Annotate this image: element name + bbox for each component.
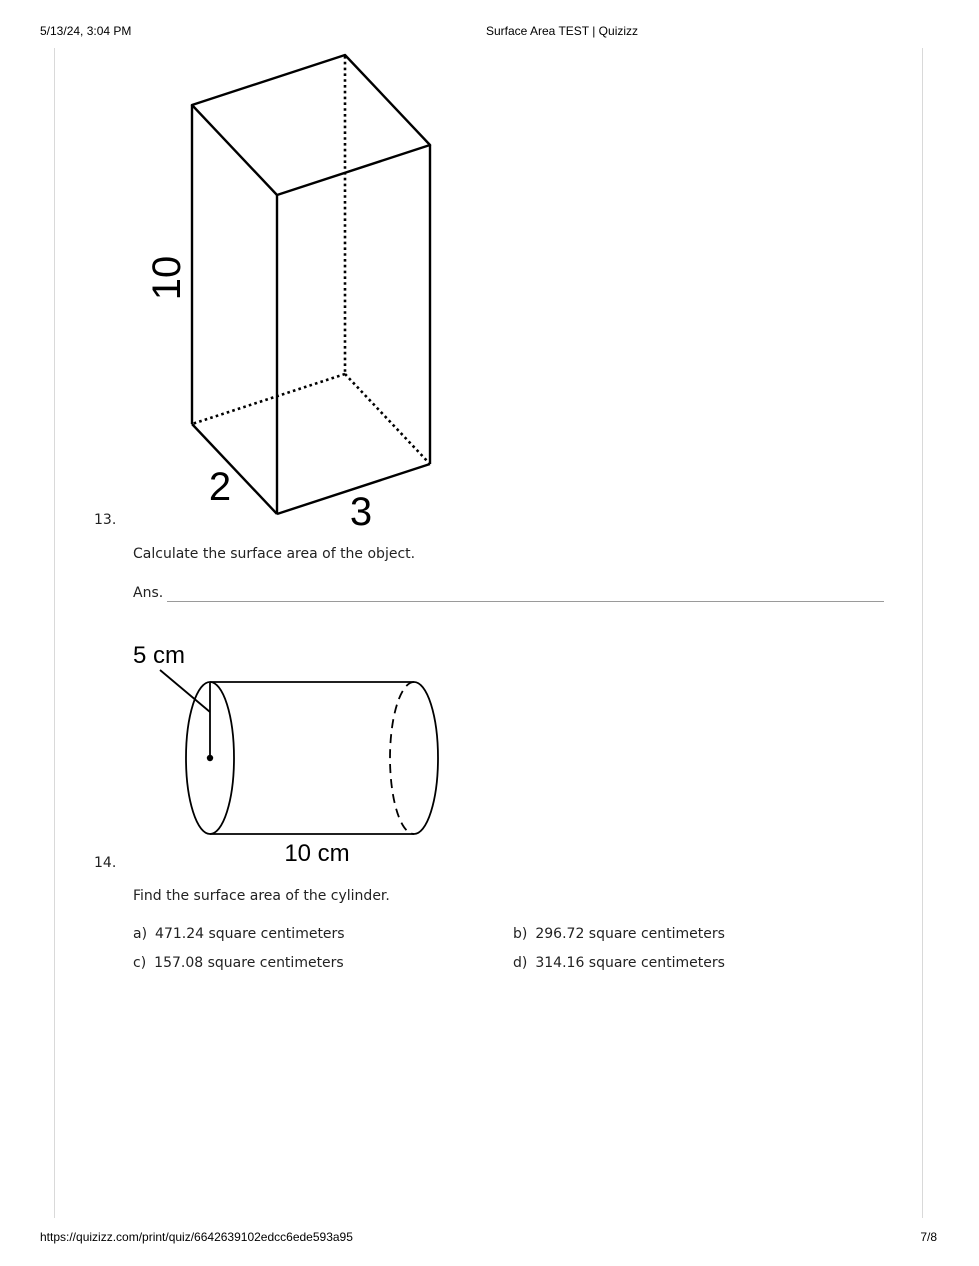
cylinder-figure [125,635,450,870]
option-c-text: 157.08 square centimeters [154,955,344,971]
answer-line [167,601,884,602]
cylinder-radius-label: 5 cm [133,642,186,669]
option-b[interactable] [513,926,725,942]
option-b-letter: b) [513,926,528,942]
rectangular-prism-figure [130,45,450,535]
print-datetime: 5/13/24, 3:04 PM [40,24,132,38]
page-title: Surface Area TEST | Quizizz [485,24,639,38]
prism-depth-label: 2 [208,465,232,509]
cylinder-length-label: 10 cm [284,840,350,867]
question-13-number: 13. [94,512,117,528]
left-margin-line [54,48,55,1218]
question-13-text: Calculate the surface area of the object. [133,546,416,562]
option-d-text: 314.16 square centimeters [535,955,725,971]
option-a[interactable] [133,926,345,942]
prism-height-label: 10 [145,255,189,301]
prism-width-label: 3 [349,490,373,534]
question-14-number: 14. [94,855,117,871]
page-url: https://quizizz.com/print/quiz/6642639102edcc6ede593a95 [40,1230,353,1244]
answer-label: Ans. [133,585,164,601]
page-number: 7/8 [920,1230,937,1244]
option-c[interactable] [133,955,344,971]
option-c-letter: c) [133,955,147,971]
option-b-text: 296.72 square centimeters [535,926,725,942]
right-margin-line [922,48,923,1218]
option-a-text: 471.24 square centimeters [155,926,345,942]
option-d[interactable] [513,955,725,971]
option-a-letter: a) [133,926,148,942]
answer-field[interactable] [133,585,884,605]
question-14-text: Find the surface area of the cylinder. [133,888,390,904]
option-d-letter: d) [513,955,528,971]
